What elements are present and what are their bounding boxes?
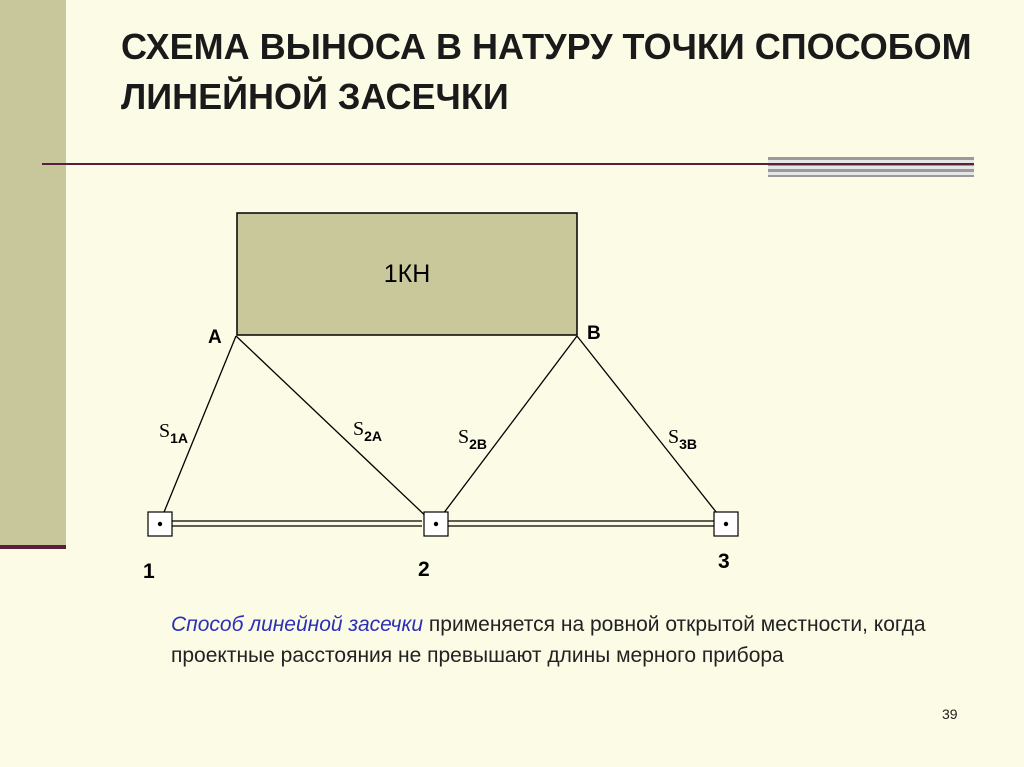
corner-b-label: В (587, 323, 601, 344)
distance-s1a-label: $S_{1А}$ (159, 420, 189, 446)
line-s1a (160, 336, 236, 522)
corner-a-label: А (208, 327, 222, 348)
distance-s2a-label: $S_{2А}$ (353, 418, 383, 444)
point-1-label: 1 (143, 560, 155, 583)
distance-s2b-label: $S_{2В}$ (458, 426, 488, 452)
line-s3b (577, 336, 724, 522)
point-2-label: 2 (418, 558, 430, 581)
caption-highlight: Способ линейной засечки (171, 613, 424, 636)
line-s2a (236, 336, 432, 522)
point-1-marker (148, 512, 172, 536)
page-number: 39 (942, 706, 958, 722)
distance-s3b-label: $S_{3В}$ (668, 426, 698, 452)
building-label: 1КН (383, 260, 431, 288)
caption-text (171, 609, 931, 671)
point-3-label: 3 (718, 550, 730, 573)
slide-title: СХЕМА ВЫНОСА В НАТУРУ ТОЧКИ СПОСОБОМ ЛИНЕЙНОЙ ЗАСЕЧКИ (121, 26, 972, 117)
point-3-marker (714, 512, 738, 536)
point-2-marker (424, 512, 448, 536)
caption-body: применяется на ровной открытой местности, когда проектные расстояния не превышают длины мерного прибора (171, 613, 926, 667)
